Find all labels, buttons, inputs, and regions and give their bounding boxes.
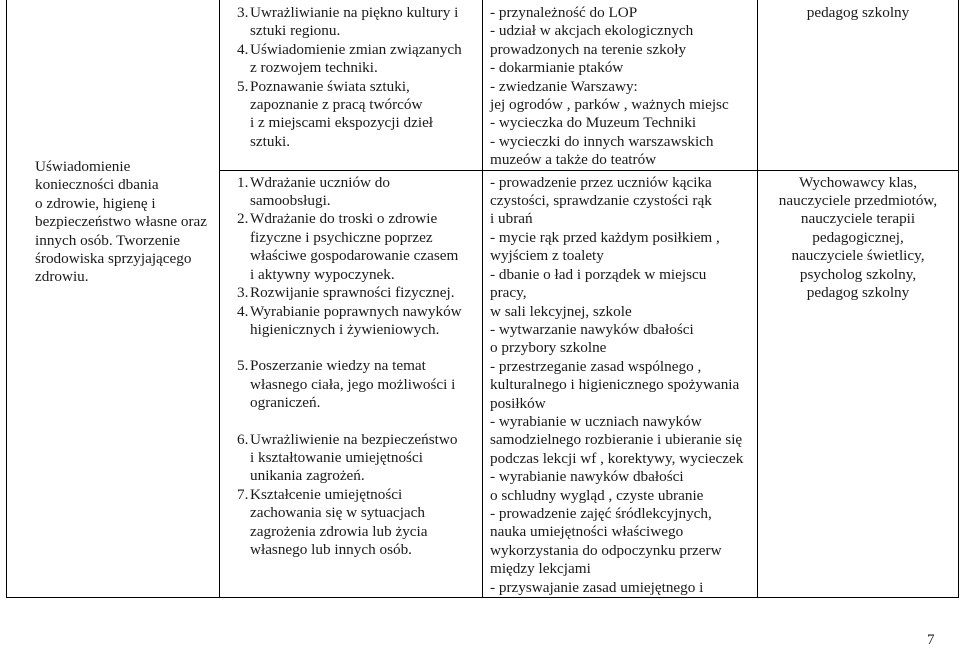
goal-line: innych osób. Tworzenie bbox=[35, 231, 181, 249]
item-number: 5. bbox=[237, 77, 249, 95]
method-line: wyjściem z toalety bbox=[490, 247, 604, 265]
item-line: ograniczeń. bbox=[250, 394, 321, 412]
item-line: Poznawanie świata sztuki, bbox=[250, 77, 410, 95]
item-line: z rozwojem techniki. bbox=[250, 59, 378, 77]
responsible-cell bbox=[758, 170, 959, 597]
method-line: samodzielnego rozbieranie i ubieranie się bbox=[490, 431, 743, 449]
list-item bbox=[220, 431, 482, 486]
item-line: Poszerzanie wiedzy na temat bbox=[250, 357, 426, 375]
spacer bbox=[220, 413, 482, 431]
item-line: Wdrażanie do troski o zdrowie bbox=[250, 210, 438, 228]
list-item bbox=[220, 486, 482, 560]
item-line: Rozwijanie sprawności fizycznej. bbox=[250, 284, 455, 302]
item-number: 4. bbox=[237, 40, 249, 58]
responsible-cell bbox=[758, 0, 959, 170]
item-line: fizyczne i psychiczne poprzez bbox=[250, 228, 433, 246]
methods-cell bbox=[483, 170, 758, 597]
item-line: własnego lub innych osób. bbox=[250, 540, 412, 558]
item-line: własnego ciała, jego możliwości i bbox=[250, 375, 456, 393]
responsible-line: pedagog szkolny bbox=[806, 284, 910, 302]
method-line: o schludny wygląd , czyste ubranie bbox=[490, 486, 704, 504]
responsible-line: nauczyciele przedmiotów, bbox=[778, 192, 938, 210]
plan-table bbox=[6, 0, 959, 598]
method-line: kulturalnego i higienicznego spożywania bbox=[490, 376, 740, 394]
method-line: - wyrabianie nawyków dbałości bbox=[490, 468, 684, 486]
method-line: - wycieczka do Muzeum Techniki bbox=[490, 114, 697, 132]
list-item bbox=[220, 357, 482, 412]
item-number: 3. bbox=[237, 284, 249, 302]
item-line: i kształtowanie umiejętności bbox=[250, 448, 423, 466]
method-line: - przyswajanie zasad umiejętnego i bbox=[490, 578, 704, 596]
item-number: 7. bbox=[237, 485, 249, 503]
item-number: 5. bbox=[237, 357, 249, 375]
tasks-cell bbox=[220, 0, 483, 170]
list-item bbox=[220, 174, 482, 211]
method-line: w sali lekcyjnej, szkole bbox=[490, 302, 632, 320]
responsible-line: pedagogicznej, bbox=[812, 228, 904, 246]
item-line: sztuki regionu. bbox=[250, 22, 341, 40]
list-item bbox=[220, 303, 482, 340]
goal-line: Uświadomienie bbox=[35, 158, 131, 175]
method-line: jej ogrodów , parków , ważnych miejsc bbox=[490, 96, 729, 114]
responsible-line: nauczyciele terapii bbox=[800, 210, 916, 228]
method-line: - prowadzenie przez uczniów kącika bbox=[490, 173, 712, 191]
responsible-line: Wychowawcy klas, bbox=[798, 173, 917, 191]
item-line: Wdrażanie uczniów do bbox=[250, 173, 390, 191]
list-item bbox=[220, 284, 482, 302]
method-line: pracy, bbox=[490, 284, 527, 302]
item-line: sztuki. bbox=[250, 132, 291, 150]
item-number: 2. bbox=[237, 210, 249, 228]
item-line: zagrożenia zdrowia lub życia bbox=[250, 522, 428, 540]
table-row bbox=[7, 0, 959, 170]
page-number: 7 bbox=[927, 632, 935, 648]
method-line: - mycie rąk przed każdym posiłkiem , bbox=[490, 228, 720, 246]
method-line: - prowadzenie zajęć śródlekcyjnych, bbox=[490, 504, 712, 522]
task-list bbox=[220, 0, 482, 151]
method-line: - udział w akcjach ekologicznych bbox=[490, 22, 694, 40]
item-line: i z miejscami ekspozycji dzieł bbox=[250, 114, 434, 132]
method-line: - zwiedzanie Warszawy: bbox=[490, 77, 638, 95]
item-line: unikania zagrożeń. bbox=[250, 467, 365, 485]
list-item bbox=[220, 41, 482, 78]
goal-line: środowiska sprzyjającego bbox=[35, 250, 192, 268]
item-line: Uświadomienie zmian związanych bbox=[250, 40, 462, 58]
item-line: samoobsługi. bbox=[250, 192, 331, 210]
item-number: 1. bbox=[237, 173, 249, 191]
responsible-line: psycholog szkolny, bbox=[799, 265, 917, 283]
method-line: nauka umiejętności właściwego bbox=[490, 523, 684, 541]
tasks-cell bbox=[220, 170, 483, 597]
goal-line: o zdrowie, higienę i bbox=[35, 194, 156, 212]
methods-cell bbox=[483, 0, 758, 170]
responsible-line: pedagog szkolny bbox=[806, 4, 910, 21]
item-line: higienicznych i żywieniowych. bbox=[250, 320, 440, 338]
goal-text bbox=[7, 0, 219, 287]
goal-cell bbox=[7, 0, 220, 598]
method-line: wykorzystania do odpoczynku przerw bbox=[490, 541, 722, 559]
method-line: muzeów a także do teatrów bbox=[490, 151, 657, 169]
method-line: - wyrabianie w uczniach nawyków bbox=[490, 412, 702, 430]
method-line: i ubrań bbox=[490, 210, 533, 228]
list-item bbox=[220, 78, 482, 152]
spacer bbox=[220, 339, 482, 357]
item-number: 4. bbox=[237, 302, 249, 320]
list-item bbox=[220, 210, 482, 284]
item-line: Uwrażliwienie na bezpieczeństwo bbox=[250, 430, 458, 448]
item-line: i aktywny wypoczynek. bbox=[250, 265, 395, 283]
item-line: Wyrabianie poprawnych nawyków bbox=[250, 302, 462, 320]
item-line: właściwe gospodarowanie czasem bbox=[250, 247, 459, 265]
method-line: posiłków bbox=[490, 394, 546, 412]
item-number: 6. bbox=[237, 430, 249, 448]
method-line: - dbanie o ład i porządek w miejscu bbox=[490, 265, 707, 283]
item-line: zapoznanie z pracą twórców bbox=[250, 96, 423, 114]
method-line: - wycieczki do innych warszawskich bbox=[490, 132, 714, 150]
task-list bbox=[220, 171, 482, 560]
item-line: Uwrażliwianie na piękno kultury i bbox=[250, 4, 459, 21]
method-line: między lekcjami bbox=[490, 560, 591, 578]
item-number: 3. bbox=[237, 4, 249, 21]
item-line: Kształcenie umiejętności bbox=[250, 485, 403, 503]
method-line: - dokarmianie ptaków bbox=[490, 59, 624, 77]
method-line: - przynależność do LOP bbox=[490, 4, 638, 21]
method-line: - wytwarzanie nawyków dbałości bbox=[490, 320, 694, 338]
goal-line: zdrowiu. bbox=[35, 268, 89, 286]
method-line: - przestrzeganie zasad wspólnego , bbox=[490, 357, 702, 375]
responsible-line: nauczyciele świetlicy, bbox=[791, 247, 925, 265]
goal-line: bezpieczeństwo własne oraz bbox=[35, 213, 208, 231]
goal-line: konieczności dbania bbox=[35, 176, 159, 194]
method-line: czystości, sprawdzanie czystości rąk bbox=[490, 192, 712, 210]
method-line: podczas lekcji wf , korektywy, wycieczek bbox=[490, 449, 744, 467]
list-item bbox=[220, 4, 482, 41]
item-line: zachowania się w sytuacjach bbox=[250, 504, 425, 522]
method-line: prowadzonych na terenie szkoły bbox=[490, 40, 687, 58]
method-line: o przybory szkolne bbox=[490, 339, 607, 357]
